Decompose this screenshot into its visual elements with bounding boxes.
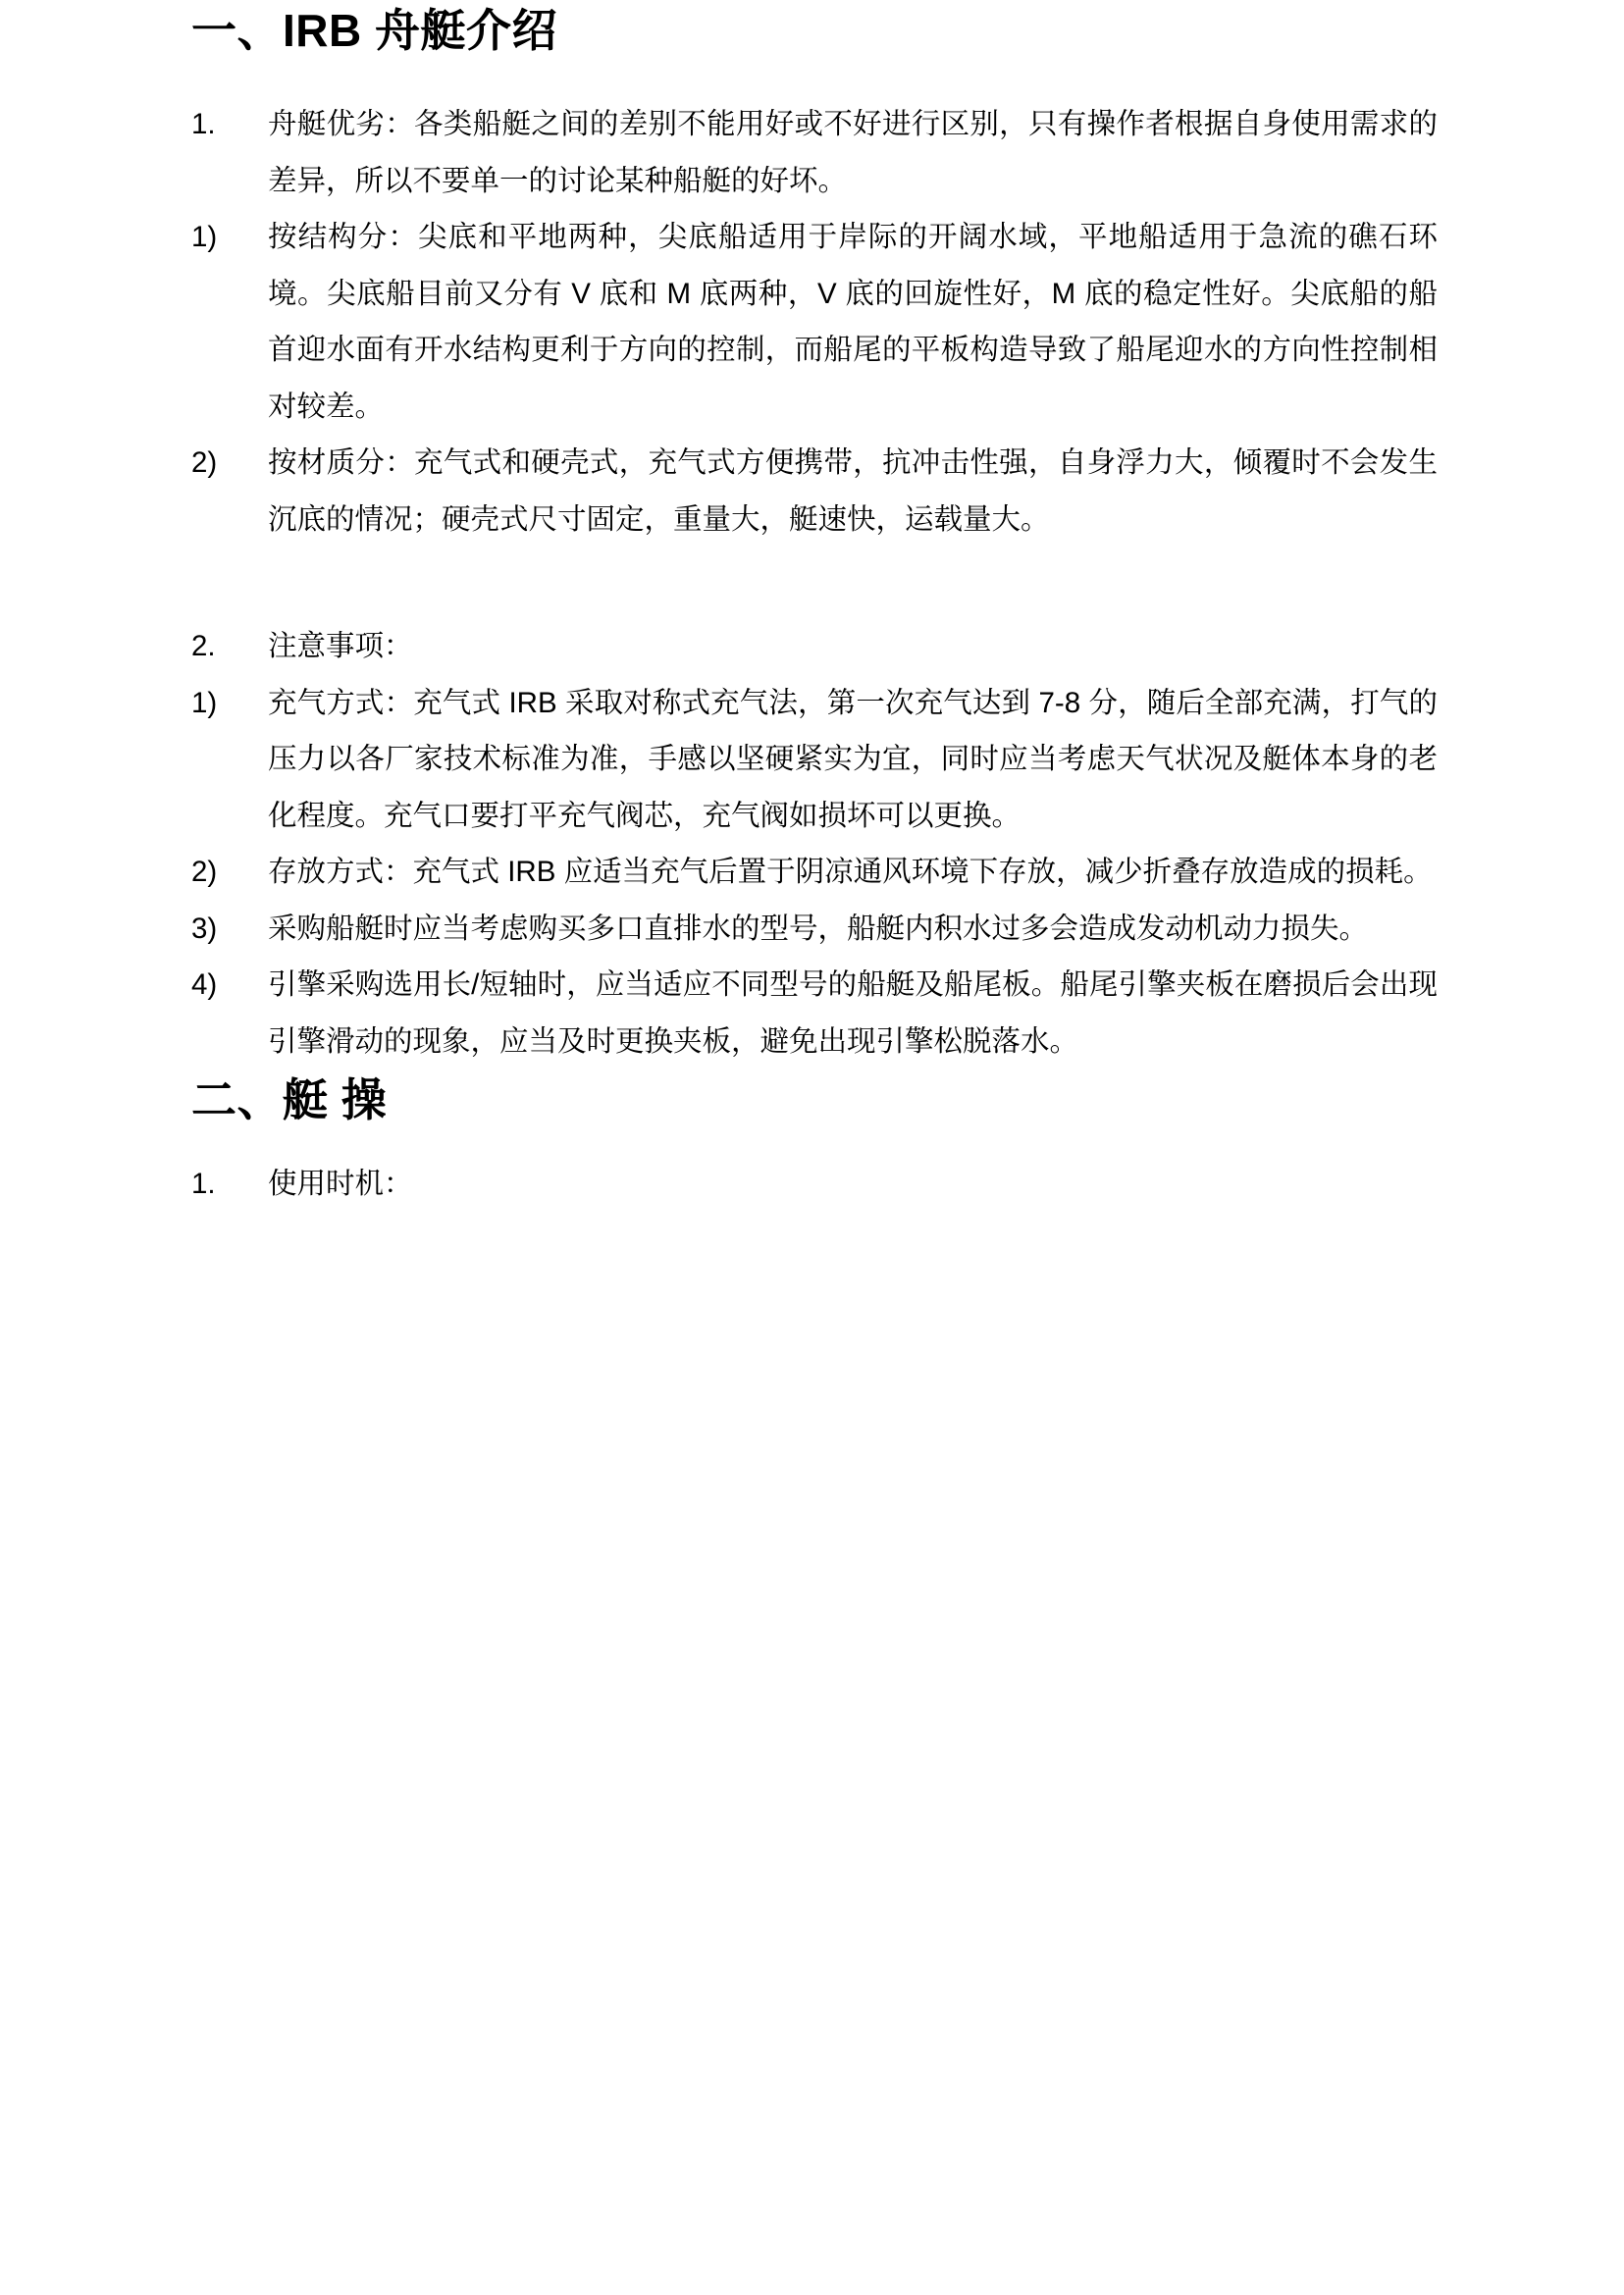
list-item-text: 充气方式：充气式 IRB 采取对称式充气法，第一次充气达到 7-8 分，随后全部充满，打气的压力以各厂家技术标准为准，手感以坚硬紧实为宜，同时应当考虑天气状况及艇体本身的老化程度。充气口要打平充气阀芯，充气阀如损坏可以更换。 [268,686,1438,832]
section-heading-1: 一、IRB 舟艇介绍 [191,5,557,56]
list-item [191,618,1438,675]
list-item-text: 舟艇优劣：各类船艇之间的差别不能用好或不好进行区别，只有操作者根据自身使用需求的差异，所以不要单一的讨论某种船艇的好坏。 [268,108,1438,197]
list-item-text: 采购船艇时应当考虑购买多口直排水的型号，船艇内积水过多会造成发动机动力损失。 [268,912,1369,945]
list-item [191,209,1438,435]
list-marker: 1. [191,108,216,141]
list-item [191,901,1438,958]
list-marker: 2) [191,856,218,889]
list-marker: 3) [191,912,218,945]
list-item [191,435,1438,548]
list-item-text: 注意事项： [268,630,413,663]
section-2-list [191,1156,1438,1213]
list-marker: 1) [191,686,218,719]
list-item-text: 使用时机： [268,1168,413,1201]
list-marker: 2) [191,446,218,480]
list-marker: 2. [191,630,216,663]
list-marker: 1) [191,221,218,254]
list-item [191,957,1438,1069]
list-item [191,1156,1438,1213]
document-content [191,0,1438,1213]
list-item-text: 按材质分：充气式和硬壳式，充气式方便携带，抗冲击性强，自身浮力大，倾覆时不会发生沉底的情况；硬壳式尺寸固定，重量大，艇速快，运载量大。 [268,446,1438,536]
list-item [191,96,1438,209]
list-item-text: 存放方式：充气式 IRB 应适当充气后置于阴凉通风环境下存放，减少折叠存放造成的损耗。 [268,856,1433,889]
list-marker: 1. [191,1168,216,1201]
list-item-text: 引擎采购选用长/短轴时，应当适应不同型号的船艇及船尾板。船尾引擎夹板在磨损后会出现引擎滑动的现象，应当及时更换夹板，避免出现引擎松脱落水。 [268,968,1438,1058]
list-item-text: 按结构分：尖底和平地两种，尖底船适用于岸际的开阔水域，平地船适用于急流的礁石环境。尖底船目前又分有 V 底和 M 底两种，V 底的回旋性好，M 底的稳定性好。尖底船的船首迎水面有开水结构更利于方向的控制，而船尾的平板构造导致了船尾迎水的方向性控制相对较差。 [268,221,1438,423]
list-marker: 4) [191,968,218,1002]
list-item [191,844,1438,901]
section-1-list [191,96,1438,1069]
section-heading-2: 二、艇 操 [191,1074,388,1126]
empty-paragraph [191,548,1438,618]
list-item [191,675,1438,845]
